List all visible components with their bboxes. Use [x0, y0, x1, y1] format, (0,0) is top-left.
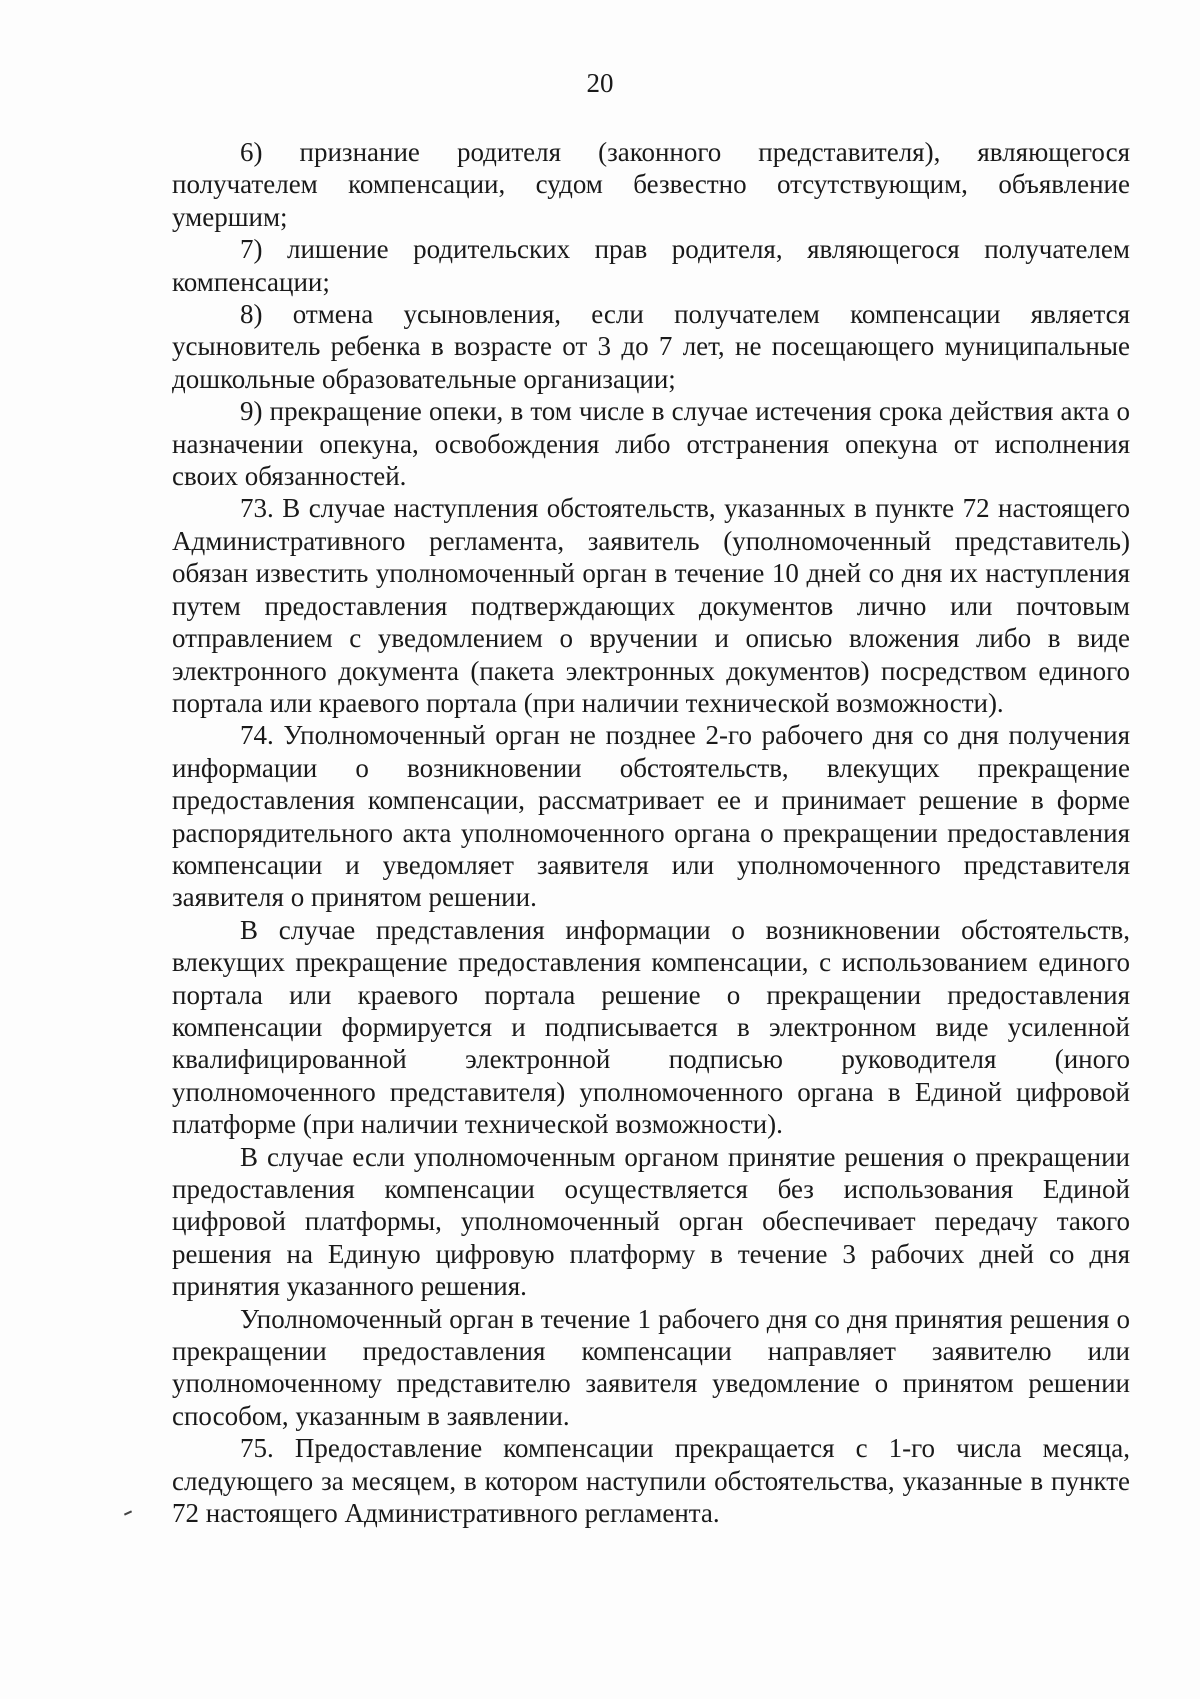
document-body	[172, 136, 1130, 1529]
paragraph-item-8: 8) отмена усыновления, если получателем компенсации является усыновитель ребенка в возрасте от 3 до 7 лет, не посещающего муниципальные дошкольные образовательные организации;	[172, 299, 1130, 394]
paragraph-clause-75: 75. Предоставление компенсации прекращается с 1-го числа месяца, следующего за месяцем, в котором наступили обстоятельства, указанные в пункте 72 настоящего Административного регламента.	[172, 1433, 1130, 1529]
paragraph-item-9: 9) прекращение опеки, в том числе в случае истечения срока действия акта о назначении опекуна, освобождения либо отстранения опекуна от исполнения своих обязанностей.	[172, 396, 1130, 492]
page-number: 20	[586, 68, 614, 98]
paragraph-clause-74-without-platform: В случае если уполномоченным органом принятие решения о прекращении предоставления компенсации осуществляется без использования Единой цифровой платформы, уполномоченный орган обеспечивает передачу такого решения на Единую цифровую платформу в течение 3 рабочих дней со дня принятия указанного решения.	[172, 1141, 1130, 1302]
paragraph-item-6: 6) признание родителя (законного представителя), являющегося получателем компенсации, судом безвестно отсутствующим, объявление умершим;	[172, 137, 1130, 232]
paragraph-clause-74-notification: Уполномоченный орган в течение 1 рабочего дня со дня принятия решения о прекращении предоставления компенсации направляет заявителю или уполномоченному представителю заявителя уведомление о принятом решении способом, указанным в заявлении.	[172, 1303, 1130, 1431]
paragraph-clause-74-electronic: В случае представления информации о возникновении обстоятельств, влекущих прекращение предоставления компенсации, с использованием единого портала или краевого портала решение о прекращении предоставления компенсации формируется и подписывается в электронном виде усиленной квалифицированной электронной подписью руководителя (иного уполномоченного представителя) уполномоченного органа в Единой цифровой платформе (при наличии технической возможности).	[172, 914, 1130, 1140]
paragraph-clause-73: 73. В случае наступления обстоятельств, указанных в пункте 72 настоящего Административного регламента, заявитель (уполномоченный представитель) обязан известить уполномоченный орган в течение 10 дней со дня их наступления путем предоставления подтверждающих документов лично или почтовым отправлением с уведомлением о вручении и описью вложения либо в виде электронного документа (пакета электронных документов) посредством единого портала или краевого портала (при наличии технической возможности).	[172, 493, 1130, 718]
paragraph-item-7: 7) лишение родительских прав родителя, являющегося получателем компенсации;	[172, 234, 1130, 297]
scan-mark	[124, 1510, 132, 1515]
paragraph-clause-74: 74. Уполномоченный орган не позднее 2-го рабочего дня со дня получения информации о возникновении обстоятельств, влекущих прекращение предоставления компенсации, рассматривает ее и принимает решение в форме распорядительного акта уполномоченного органа о прекращении предоставления компенсации и уведомляет заявителя или уполномоченного представителя заявителя о принятом решении.	[172, 720, 1130, 913]
